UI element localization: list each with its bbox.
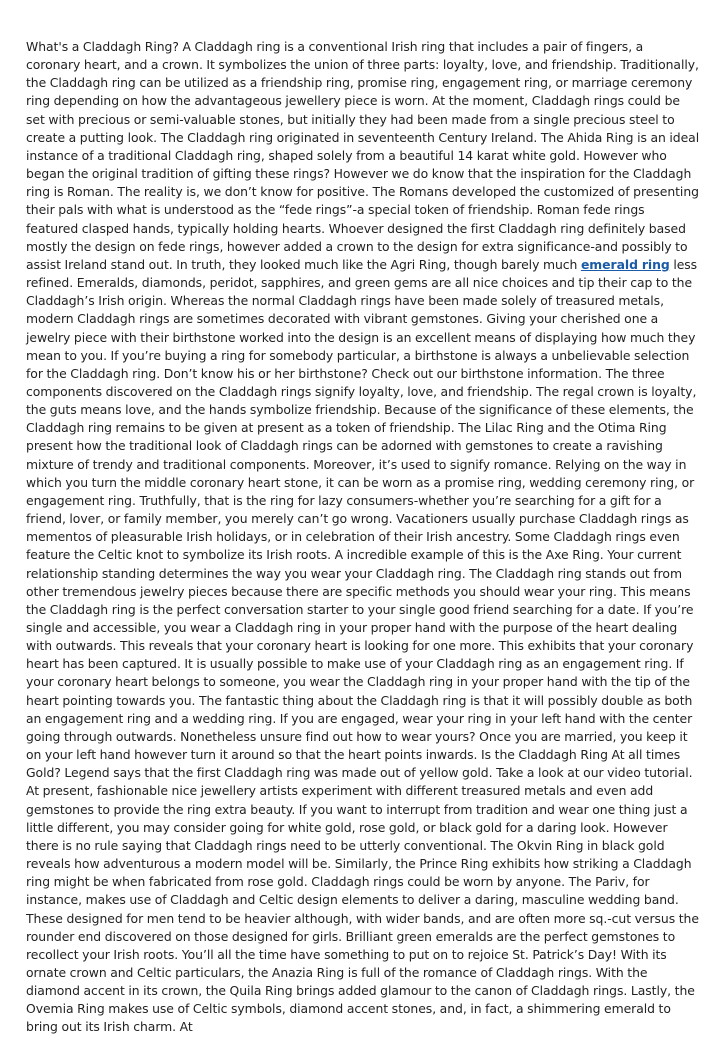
article-text-after-link: less refined. Emeralds, diamonds, peridot, sapphires, and green gems are all nice choices and tip their cap to the Claddagh’s Irish origin. Whereas the normal Claddagh rings have been made solely of treasured metals, modern Claddagh rings are sometimes decorated with vibrant gemstones. Giving your cherished one a jewelry piece with their birthstone worked into the design is an excellent means of displaying how much they mean to you. If you’re buying a ring for somebody particular, a birthstone is always a unbelievable selection for the Claddagh ring. Don’t know his or her birthstone? Check out our birthstone information. The three components discovered on the Claddagh rings signify loyalty, love, and friendship. The regal crown is loyalty, the guts means love, and the hands symbolize friendship. Because of the significance of these elements, the Claddagh ring remains to be given at present as a token of friendship. The Lilac Ring and the Otima Ring present how the traditional look of Claddagh rings can be adorned with gemstones to create a ravishing mixture of trendy and traditional components. Moreover, it’s used to signify romance. Relying on the way in which you turn the middle coronary heart stone, it can be worn as a promise ring, wedding ceremony ring, or engagement ring. Truthfully, that is the ring for lazy consumers-whether you’re searching for a gift for a friend, lover, or family member, you merely can’t go wrong. Vacationers usually purchase Claddagh rings as mementos of pleasurable Irish holidays, or in celebration of their Irish ancestry. Some Claddagh rings even feature the Celtic knot to symbolize its Irish roots. A incredible example of this is the Axe Ring. Your current relationship standing determines the way you wear your Claddagh ring. The Claddagh ring stands out from other tremendous jewelry pieces because there are specific methods you should wear your ring. This means the Claddagh ring is the perfect conversation starter to your single good friend searching for a date. If you’re single and accessible, you wear a Claddagh ring in your proper hand with the purpose of the heart dealing with outwards. This reveals that your coronary heart is looking for one more. This exhibits that your coronary heart has been captured. It is usually possible to make use of your Claddagh ring as an engagement ring. If your coronary heart belongs to someone, you wear the Claddagh ring in your proper hand with the tip of the heart pointing towards you. The fantastic thing about the Claddagh ring is that it will possibly double as both an engagement ring and a wedding ring. If you are engaged, wear your ring in your left hand with the center going through outwards. Nonetheless unsure find out how to wear yours? Once you are married, you keep it on your left hand however turn it around so that the heart points inwards. Is the Claddagh Ring At all times Gold? Legend says that the first Claddagh ring was made out of yellow gold. Take a look at our video tutorial. At present, fashionable nice jewellery artists experiment with different treasured metals and even add gemstones to provide the ring extra beauty. If you want to interrupt from tradition and wear one thing just a little different, you may consider going for white gold, rose gold, or black gold for a daring look. However there is no rule saying that Claddagh rings need to be utterly conventional. The Okvin Ring in black gold reveals how adventurous a modern model will be. Similarly, the Prince Ring exhibits how striking a Claddagh ring might be when fabricated from rose gold. Claddagh rings could be worn by anyone. The Pariv, for instance, makes use of Claddagh and Celtic design elements to deliver a daring, masculine wedding band. These designed for men tend to be heavier although, with wider bands, and are often more sq.-cut versus the rounder end discovered on those designed for girls. Brilliant green emeralds are the perfect gemstones to recollect your Irish roots. You’ll all the time have something to put on to rejoice St. Patrick’s Day! With its ornate crown and Celtic particulars, the Anazia Ring is full of the romance of Claddagh rings. With the diamond accent in its crown, the Quila Ring brings added glamour to the canon of Claddagh rings. Lastly, the Ovemia Ring makes use of Celtic symbols, diamond accent stones, and, in fact, a shimmering emerald to bring out its Irish charm. At: [26, 256, 699, 1035]
emerald-ring-link[interactable]: emerald ring: [580, 256, 670, 272]
article-body: [26, 38, 700, 1037]
article-text-before-link: What's a Claddagh Ring? A Claddagh ring is a conventional Irish ring that includes a pair of fingers, a coronary heart, and a crown. It symbolizes the union of three parts: loyalty, love, and friendship. Traditionally, the Claddagh ring can be utilized as a friendship ring, promise ring, engagement ring, or marriage ceremony ring depending on how the advantageous jewellery piece is worn. At the moment, Claddagh rings could be set with precious or semi-valuable stones, but initially they had been made from a single precious steel to create a putting look. The Claddagh ring originated in seventeenth Century Ireland. The Ahida Ring is an ideal instance of a traditional Claddagh ring, shaped solely from a beautiful 14 karat white gold. However who began the original tradition of gifting these rings? However we do know that the inspiration for the Claddagh ring is Roman. The reality is, we don’t know for positive. The Romans developed the customized of presenting their pals with what is understood as the “fede rings”-a special token of friendship. Roman fede rings featured clasped hands, typically holding hearts. Whoever designed the first Claddagh ring definitely based mostly the design on fede rings, however added a crown to the design for extra significance-and possibly to assist Ireland stand out. In truth, they looked much like the Agri Ring, though barely much: [26, 39, 700, 272]
